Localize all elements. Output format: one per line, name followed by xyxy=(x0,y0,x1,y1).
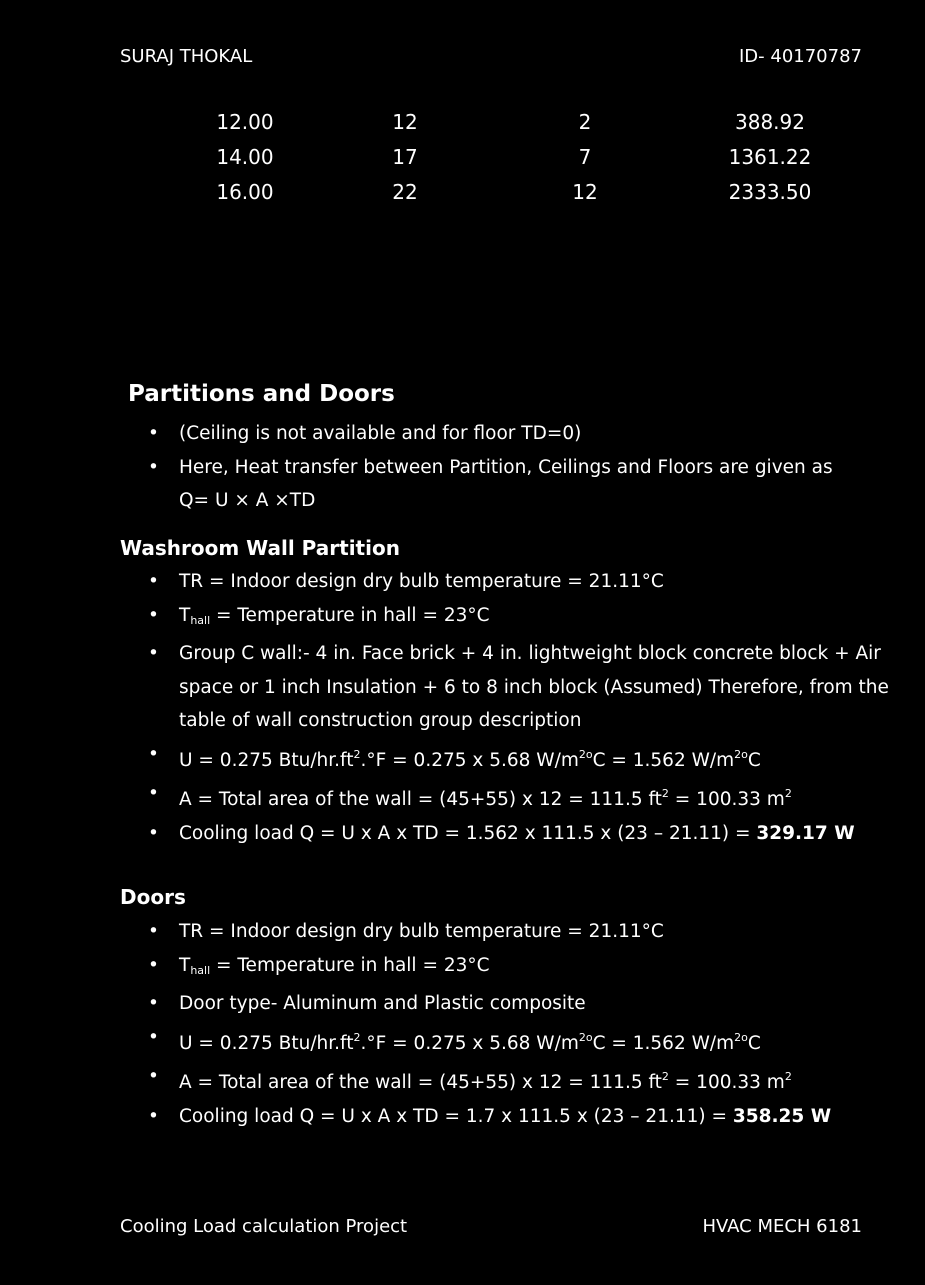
table-cell: 388.92 xyxy=(735,109,805,134)
table-row xyxy=(175,139,865,174)
list-item: • A = Total area of the wall = (45+55) x 12 = 111.5 $ft^2 = 100.33$ $m^2$ xyxy=(148,777,908,817)
author-name: SURAJ THOKAL xyxy=(120,46,253,67)
list-item: • Door type- Aluminum and Plastic composite xyxy=(148,987,908,1021)
list-item: • $T_{hall}$ = Temperature in hall = 23°C xyxy=(148,599,908,638)
table-cell: 14.00 xyxy=(216,144,274,169)
partitions-list xyxy=(148,417,908,518)
list-item: • U = 0.275 Btu/$hr.ft^2.^\circ F = 0.275$ x 5.68 $W/m^{2o}C = 1.562$ $W/m^{2o}C$ xyxy=(148,738,908,778)
table-cell: 7 xyxy=(578,144,592,169)
doors-list xyxy=(148,915,908,1133)
data-table xyxy=(175,104,865,209)
table-row xyxy=(175,104,865,139)
table-cell: 16.00 xyxy=(216,179,274,204)
table-cell: 2 xyxy=(578,109,592,134)
table-cell: 2333.50 xyxy=(728,179,812,204)
table-cell: 1361.22 xyxy=(728,144,812,169)
section-title-doors: Doors xyxy=(120,885,186,909)
footer-project: Cooling Load calculation Project xyxy=(120,1216,408,1237)
table-cell: 12 xyxy=(392,109,418,134)
table-cell: 12 xyxy=(572,179,598,204)
list-item: • Cooling load Q = U x A x TD = 1.562 x 111.5 x (23 – 21.11) = 329.17 W xyxy=(148,817,908,851)
section-title-partitions: Partitions and Doors xyxy=(128,381,395,407)
list-item: • Group C wall:- 4 in. Face brick + 4 in. lightweight block concrete block + Air space or 1 inch Insulation + 6 to 8 inch block (Assumed) Therefore, from the table of wall construction group description xyxy=(148,637,908,738)
washroom-list xyxy=(148,565,908,850)
section-title-washroom: Washroom Wall Partition xyxy=(120,536,400,560)
list-item: • TR = Indoor design dry bulb temperature = 21.11°C xyxy=(148,915,908,949)
list-item: • A = Total area of the wall = (45+55) x 12 = 111.5 $ft^2 = 100.33$ $m^2$ xyxy=(148,1060,908,1100)
footer-course: HVAC MECH 6181 xyxy=(702,1216,862,1237)
list-item: • Here, Heat transfer between Partition, Ceilings and Floors are given as Q= U × A ×TD xyxy=(148,451,908,518)
table-cell: 17 xyxy=(392,144,418,169)
list-item: • Cooling load Q = U x A x TD = 1.7 x 111.5 x (23 – 21.11) = 358.25 W xyxy=(148,1100,908,1134)
table-cell: 12.00 xyxy=(216,109,274,134)
student-id: ID- 40170787 xyxy=(738,46,862,67)
list-item: • U = 0.275 Btu/$hr.ft^2.^\circ F = 0.275$ x 5.68 $W/m^{2o}C = 1.562$ $W/m^{2o}C$ xyxy=(148,1021,908,1061)
table-cell: 22 xyxy=(392,179,418,204)
list-item: • TR = Indoor design dry bulb temperature = 21.11°C xyxy=(148,565,908,599)
table-row xyxy=(175,174,865,209)
list-item: • (Ceiling is not available and for floor TD=0) xyxy=(148,417,908,451)
list-item: • $T_{hall}$ = Temperature in hall = 23°C xyxy=(148,949,908,988)
